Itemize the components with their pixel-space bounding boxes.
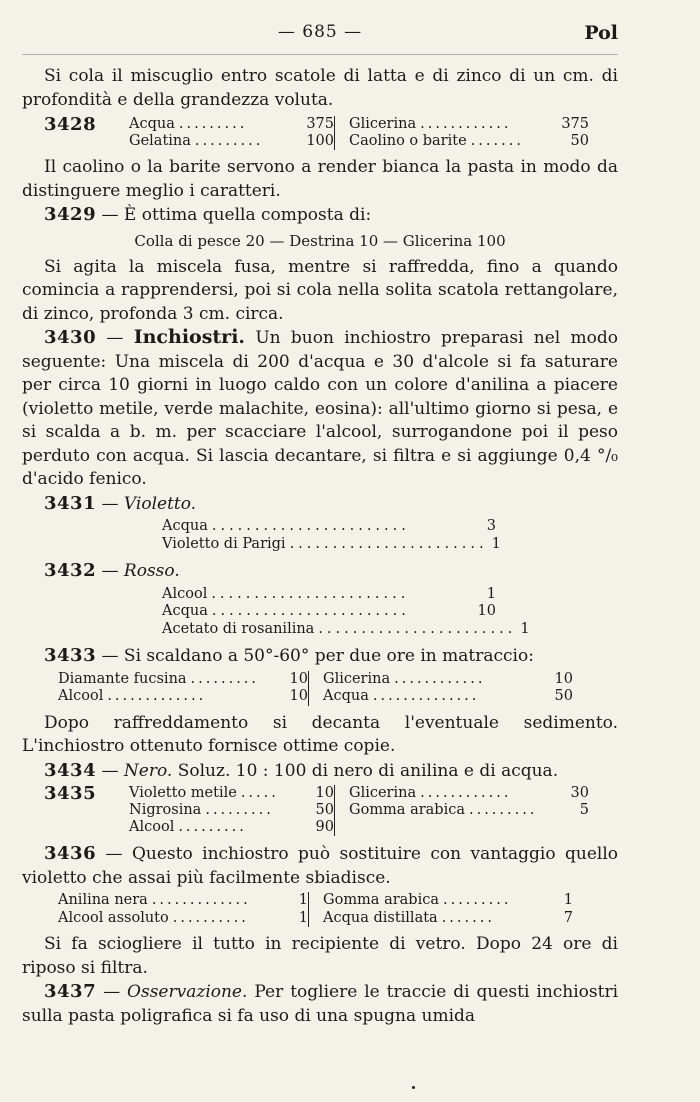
dash: — — [103, 982, 121, 1002]
ingredients-right — [334, 785, 589, 836]
ingredient-value: 10 — [289, 688, 308, 704]
ingredient-value: 50 — [315, 802, 334, 818]
ingredient-value: 10 — [554, 670, 573, 687]
recipe-3431 — [22, 492, 618, 517]
ingredients-right — [334, 116, 589, 150]
recipe-number: 3437 — [44, 981, 97, 1002]
recipe-3436 — [22, 842, 618, 890]
recipe-label: Osservazione. — [127, 982, 248, 1002]
ingredient-name: Glicerina — [323, 670, 391, 687]
ingredient-name: Glicerina — [349, 785, 417, 801]
paragraph-scatole: Si cola il miscuglio entro scatole di latta e di zinco di un cm. di profondità e della grandezza voluta. — [22, 66, 618, 110]
recipe-text: Soluz. 10 : 100 di nero di anilina e di acqua. — [177, 760, 559, 781]
ingredients-left — [129, 785, 334, 836]
paragraph-dopo: Dopo raffreddamento si decanta l'eventuale sedimento. L'inchiostro ottenuto fornisce ottime copie. — [22, 712, 618, 756]
ingredient-row: Acqua distillata ....... 7 — [323, 909, 573, 926]
ingredient-value: 50 — [554, 688, 573, 704]
ingredient-row: Alcool ......... 90 — [129, 819, 334, 835]
ingredient-value: 375 — [561, 116, 589, 132]
ingredient-name: Nigrosina — [129, 802, 202, 818]
ingredient-value: 7 — [563, 909, 573, 926]
recipe-number: 3428 — [44, 114, 97, 135]
recipe-label: Rosso. — [123, 561, 180, 581]
ingredient-value: 5 — [579, 802, 589, 818]
recipe-3437 — [22, 980, 618, 1028]
ingredient-list — [162, 518, 501, 553]
ingredient-name: Gomma arabica — [349, 802, 465, 818]
ingredient-row: Alcool ............. 10 — [58, 688, 308, 704]
ingredient-name: Gelatina — [129, 133, 191, 149]
ingredient-row: Acqua ....................... 10 — [162, 603, 496, 619]
page-header — [22, 18, 618, 48]
dash: — — [101, 760, 119, 781]
dash: — — [101, 561, 119, 581]
paragraph-caolino: Il caolino o la barite servono a render bianca la pasta in modo da distinguere meglio i caratteri. — [22, 157, 618, 201]
ingredient-row: Gomma arabica ......... 5 — [349, 802, 589, 818]
ingredient-row: Glicerina ............ 375 — [349, 116, 589, 132]
recipe-3435 — [22, 785, 618, 836]
recipe-text: — Si scaldano a 50°-60° per due ore in matraccio: — [101, 646, 534, 666]
header-rule — [22, 54, 618, 55]
ingredient-name: Glicerina — [349, 116, 417, 132]
recipe-number: 3436 — [44, 843, 97, 864]
ingredient-row: Glicerina ............ 10 — [323, 670, 573, 687]
ingredient-value: 1 — [520, 620, 530, 637]
ingredient-value: 10 — [477, 603, 496, 619]
ingredients-right — [308, 892, 573, 927]
ingredient-row: Gelatina ......... 100 — [129, 133, 334, 149]
ingredient-row: Diamante fucsina ......... 10 — [58, 670, 308, 687]
ingredient-row: Gomma arabica ......... 1 — [323, 892, 573, 908]
recipe-text: — Questo inchiostro può sostituire con vantaggio quello violetto che assai più facilmente sbiadisce. — [22, 844, 618, 888]
recipe-3428 — [22, 116, 618, 150]
ingredient-row: Caolino o barite ....... 50 — [349, 133, 589, 149]
ingredient-name: Caolino o barite — [349, 133, 467, 149]
book-page — [22, 18, 618, 1028]
ingredient-name: Acqua — [323, 688, 369, 704]
ingredient-value: 3 — [486, 518, 496, 534]
ingredient-row: Acetato di rosanilina ....................... 1 — [162, 620, 530, 637]
ingredient-row: Violetto metile ..... 10 — [129, 785, 334, 801]
ingredient-row: Alcool assoluto .......... 1 — [58, 909, 308, 926]
recipe-text: Per togliere le traccie di questi inchiostri sulla pasta poligrafica si fa uso di una spugna umida — [22, 982, 619, 1026]
recipe-text: Un buon inchiostro preparasi nel modo seguente: Una miscela di 200 d'acqua e 30 d'alcole si fa saturare per circa 10 giorni in luogo caldo con un colore d'anilina a piacere (violetto metile, verde malachite, eosina): all'ultimo giorno si pesa, e si scalda a b. m. per scacciare l'alcool, surrogandone poi il peso perduto con acqua. Si lascia decantare, si filtra e si aggiunge 0,4 °/₀ d'acido fenico. — [22, 328, 619, 489]
ingredient-name: Violetto di Parigi — [162, 535, 286, 552]
recipe-label: Nero. — [123, 760, 173, 781]
ingredient-value: 100 — [306, 133, 334, 149]
recipe-3429 — [22, 203, 618, 228]
ingredient-list — [162, 585, 530, 639]
ingredient-value: 1 — [563, 892, 573, 908]
paragraph-agita: Si agita la miscela fusa, mentre si raffredda, fino a quando comincia a rapprendersi, poi si cola nella solita scatola rettangolare, di zinco, profonda 3 cm. circa. — [22, 256, 618, 324]
ingredient-name: Diamante fucsina — [58, 670, 187, 687]
recipe-formula: Colla di pesce 20 — Destrina 10 — Glicerina 100 — [134, 231, 506, 250]
ingredient-name: Acqua distillata — [323, 909, 438, 926]
ingredient-value: 1 — [298, 892, 308, 908]
ingredient-row: Alcool ....................... 1 — [162, 585, 496, 602]
recipe-number: 3430 — [44, 327, 97, 348]
ingredient-name: Alcool — [129, 819, 175, 835]
ingredient-value: 1 — [298, 909, 308, 926]
ingredient-value: 90 — [315, 819, 334, 835]
recipe-number: 3432 — [44, 560, 97, 581]
ingredients-left — [58, 671, 308, 706]
dash: — — [106, 328, 124, 348]
ingredient-name: Alcool — [162, 585, 208, 602]
ingredient-row: Acqua ....................... 3 — [162, 518, 496, 534]
ingredients-right — [308, 671, 573, 706]
ingredient-row: Violetto di Parigi ....................... 1 — [162, 535, 501, 552]
ingredient-value: 10 — [289, 670, 308, 687]
recipe-number: 3429 — [44, 204, 97, 225]
ingredient-name: Acqua — [129, 116, 175, 132]
ingredient-value: 375 — [306, 116, 334, 132]
ingredient-name: Violetto metile — [129, 785, 237, 801]
ingredient-table — [58, 671, 618, 706]
recipe-3433 — [22, 644, 618, 669]
ingredient-name: Acqua — [162, 603, 208, 619]
ingredient-value: 1 — [486, 585, 496, 602]
ingredient-row: Acqua ......... 375 — [129, 116, 334, 132]
ingredient-name: Gomma arabica — [323, 892, 439, 908]
ingredient-name: Acetato di rosanilina — [162, 620, 315, 637]
ingredient-row: Acqua .............. 50 — [323, 688, 573, 704]
ingredients-left — [129, 116, 334, 150]
recipe-number: 3431 — [44, 492, 97, 514]
ingredient-table — [58, 892, 618, 927]
ingredient-value: 50 — [570, 133, 589, 149]
recipe-label: Violetto. — [123, 493, 197, 514]
dash: — — [101, 493, 119, 514]
running-head: Pol — [584, 22, 618, 44]
ingredient-value: 10 — [315, 785, 334, 801]
page-number: — 685 — — [277, 22, 363, 42]
ingredient-row: Anilina nera ............. 1 — [58, 892, 308, 908]
recipe-text: — È ottima quella composta di: — [101, 205, 372, 225]
print-speck — [412, 1086, 415, 1089]
ingredient-name: Alcool — [58, 688, 104, 704]
paragraph-sciogliere: Si fa sciogliere il tutto in recipiente di vetro. Dopo 24 ore di riposo si filtra. — [22, 934, 618, 978]
ingredient-row: Nigrosina ......... 50 — [129, 802, 334, 818]
section-title: Inchiostri. — [133, 326, 246, 348]
ingredient-name: Anilina nera — [58, 892, 148, 908]
recipe-3430 — [22, 326, 618, 492]
recipe-number: 3435 — [44, 783, 97, 804]
recipe-3432 — [22, 559, 618, 584]
recipe-number: 3433 — [44, 645, 97, 666]
ingredient-row: Glicerina ............ 30 — [349, 785, 589, 801]
recipe-3434 — [22, 759, 618, 784]
ingredient-name: Acqua — [162, 518, 208, 534]
recipe-number: 3434 — [44, 759, 97, 781]
ingredient-value: 1 — [491, 535, 501, 552]
ingredient-name: Alcool assoluto — [58, 909, 169, 926]
ingredients-left — [58, 892, 308, 927]
ingredient-value: 30 — [570, 785, 589, 801]
